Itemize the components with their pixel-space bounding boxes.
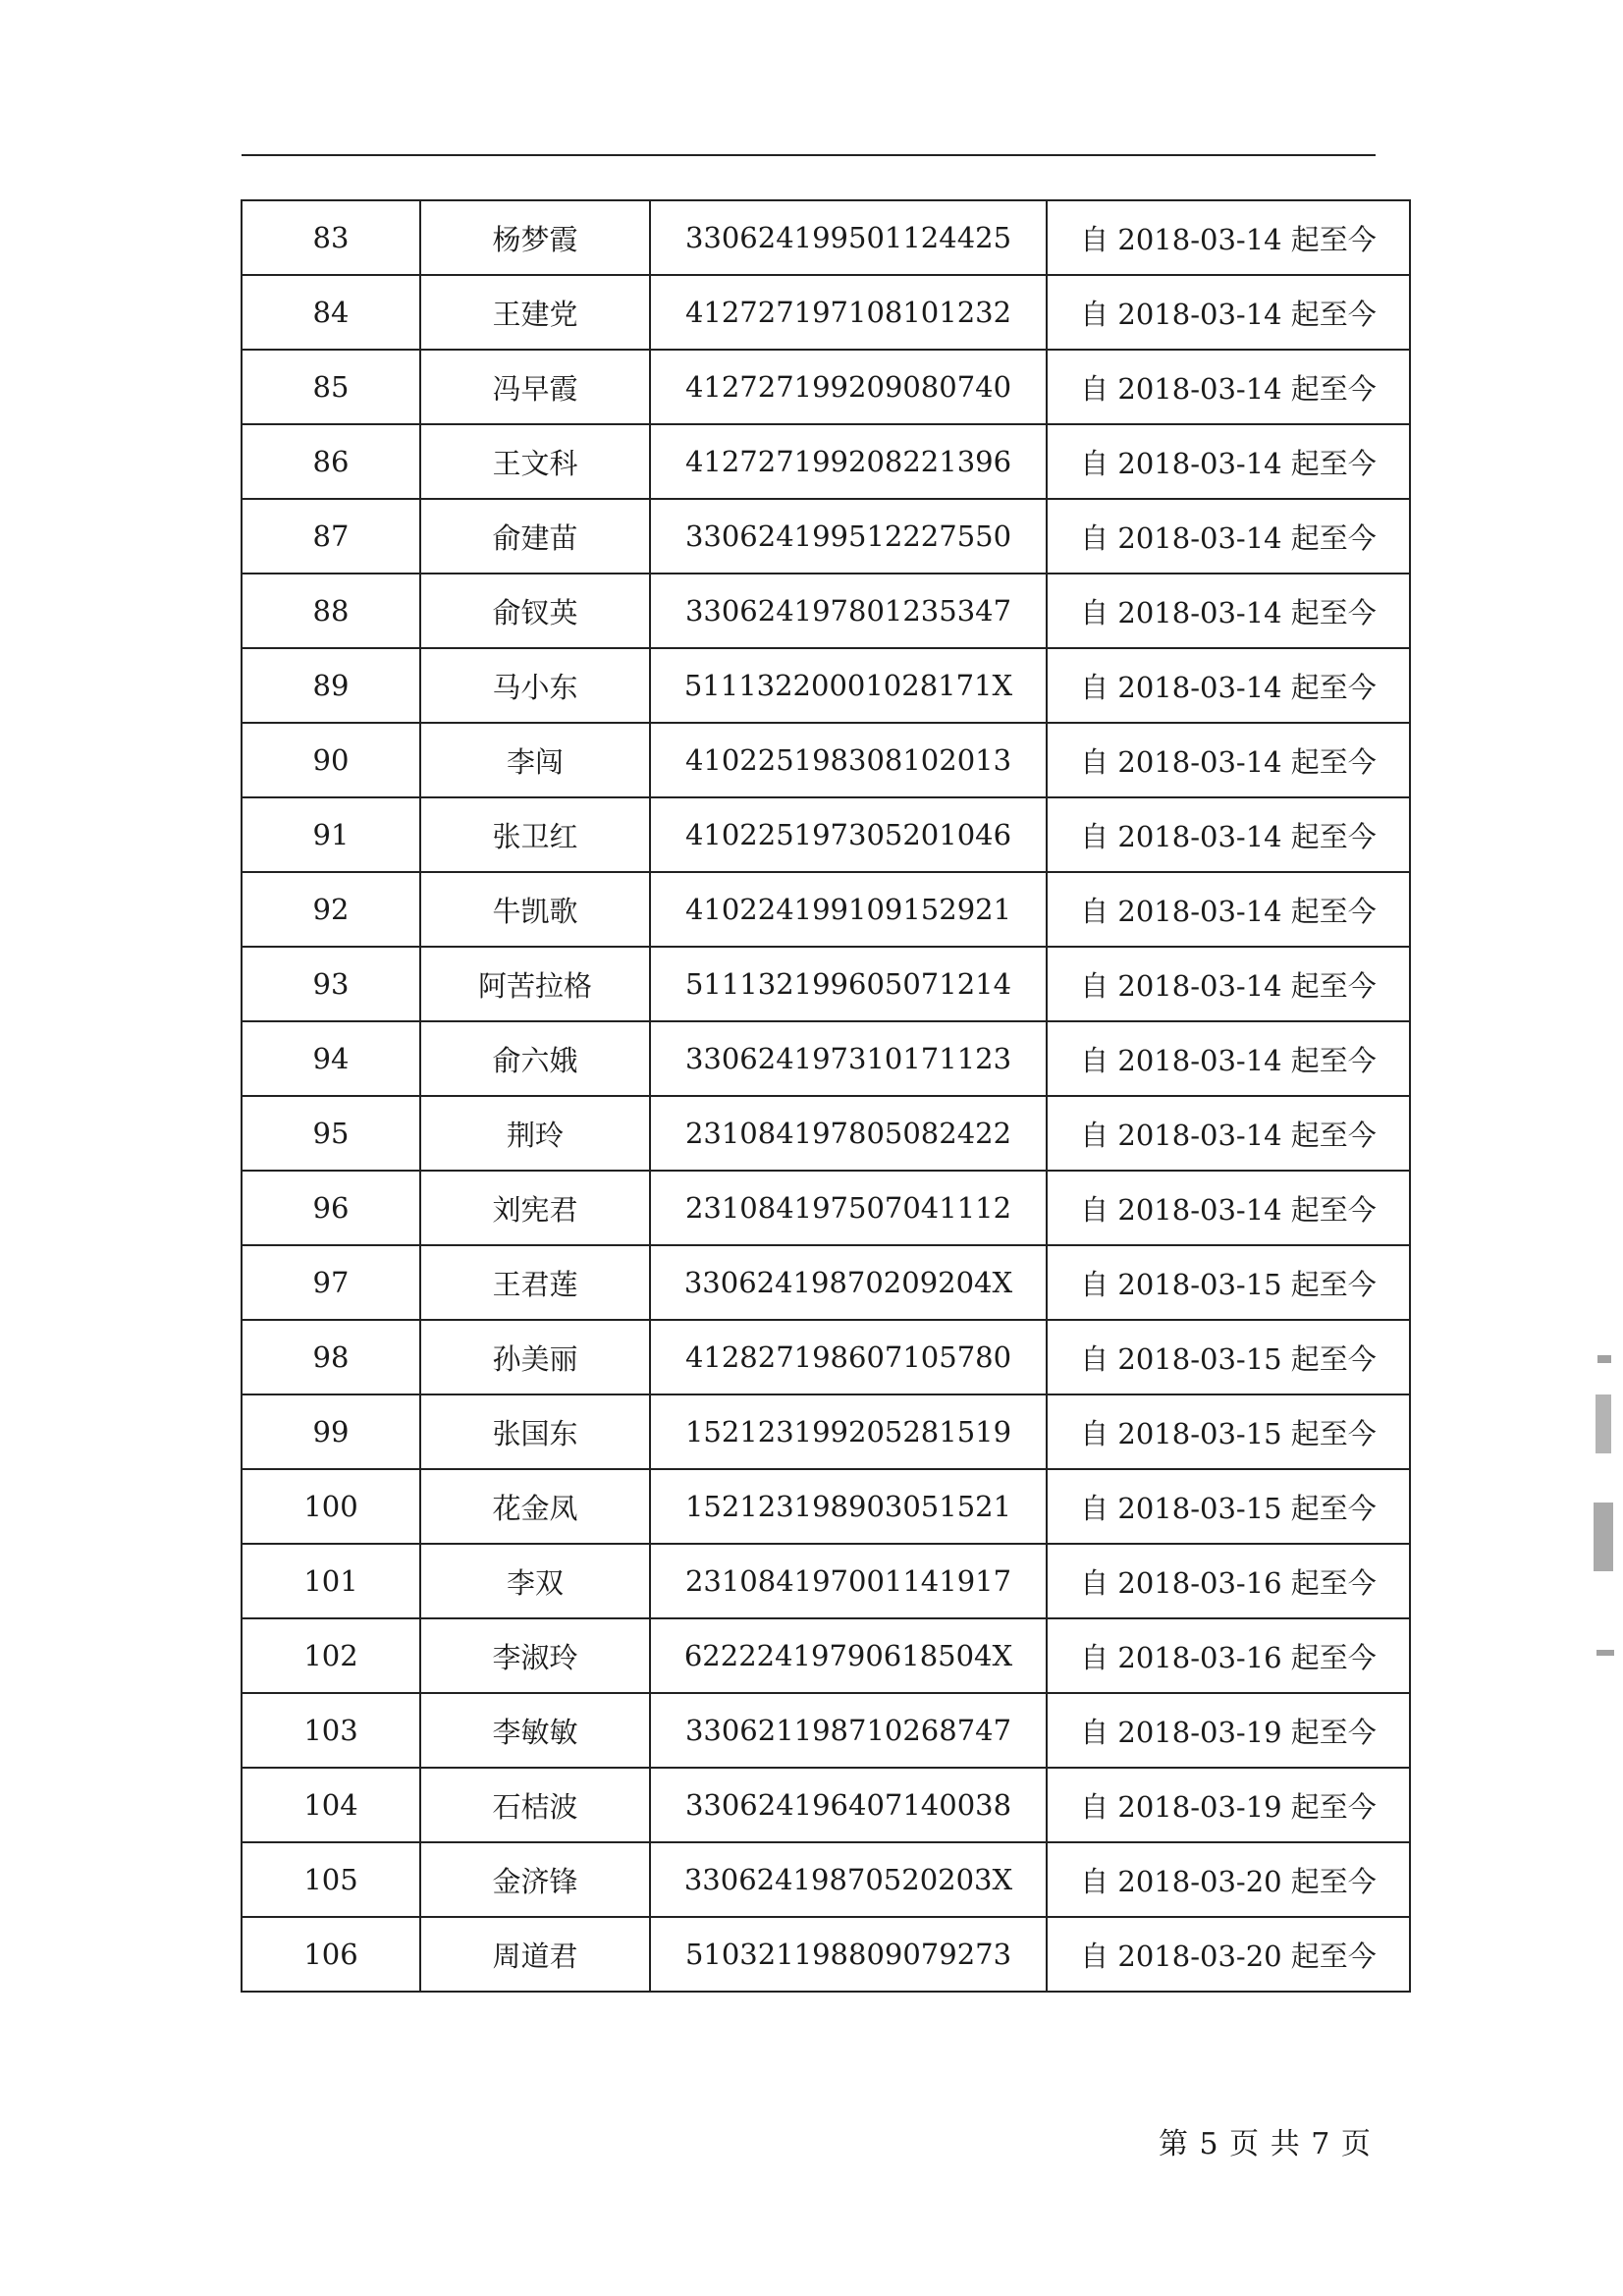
period-cell: 自 2018-03-14 起至今: [1047, 350, 1410, 424]
name-cell: 李淑玲: [420, 1618, 650, 1693]
id-number-cell: 62222419790618504X: [650, 1618, 1047, 1693]
table-row: [242, 1320, 1410, 1394]
row-number-cell: 94: [242, 1021, 420, 1096]
period-cell: 自 2018-03-14 起至今: [1047, 499, 1410, 574]
period-cell: 自 2018-03-14 起至今: [1047, 1021, 1410, 1096]
id-number-cell: 330621198710268747: [650, 1693, 1047, 1768]
name-cell: 李双: [420, 1544, 650, 1618]
period-cell: 自 2018-03-14 起至今: [1047, 424, 1410, 499]
id-number-cell: 410224199109152921: [650, 872, 1047, 947]
table-row: [242, 797, 1410, 872]
table-row: [242, 1096, 1410, 1171]
period-cell: 自 2018-03-16 起至今: [1047, 1544, 1410, 1618]
id-number-cell: 231084197805082422: [650, 1096, 1047, 1171]
name-cell: 花金凤: [420, 1469, 650, 1544]
row-number-cell: 97: [242, 1245, 420, 1320]
row-number-cell: 95: [242, 1096, 420, 1171]
id-number-cell: 330624197801235347: [650, 574, 1047, 648]
records-table-body: [242, 200, 1410, 1992]
period-cell: 自 2018-03-14 起至今: [1047, 275, 1410, 350]
period-cell: 自 2018-03-14 起至今: [1047, 200, 1410, 275]
name-cell: 马小东: [420, 648, 650, 723]
name-cell: 阿苦拉格: [420, 947, 650, 1021]
row-number-cell: 86: [242, 424, 420, 499]
period-cell: 自 2018-03-15 起至今: [1047, 1469, 1410, 1544]
name-cell: 俞钗英: [420, 574, 650, 648]
table-row: [242, 947, 1410, 1021]
table-row: [242, 1842, 1410, 1917]
id-number-cell: 231084197507041112: [650, 1171, 1047, 1245]
row-number-cell: 87: [242, 499, 420, 574]
id-number-cell: 412727199208221396: [650, 424, 1047, 499]
name-cell: 俞六娥: [420, 1021, 650, 1096]
table-row: [242, 1768, 1410, 1842]
name-cell: 张国东: [420, 1394, 650, 1469]
table-row: [242, 1394, 1410, 1469]
table-row: [242, 1469, 1410, 1544]
id-number-cell: 412827198607105780: [650, 1320, 1047, 1394]
row-number-cell: 93: [242, 947, 420, 1021]
id-number-cell: 330624196407140038: [650, 1768, 1047, 1842]
id-number-cell: 152123199205281519: [650, 1394, 1047, 1469]
period-cell: 自 2018-03-15 起至今: [1047, 1320, 1410, 1394]
period-cell: 自 2018-03-14 起至今: [1047, 574, 1410, 648]
name-cell: 冯早霞: [420, 350, 650, 424]
table-row: [242, 648, 1410, 723]
table-row: [242, 723, 1410, 797]
id-number-cell: 33062419870520203X: [650, 1842, 1047, 1917]
row-number-cell: 96: [242, 1171, 420, 1245]
name-cell: 李敏敏: [420, 1693, 650, 1768]
name-cell: 金济锋: [420, 1842, 650, 1917]
id-number-cell: 33062419870209204X: [650, 1245, 1047, 1320]
scan-edge-mark: [1594, 1355, 1615, 1679]
table-row: [242, 1171, 1410, 1245]
id-number-cell: 410225197305201046: [650, 797, 1047, 872]
name-cell: 张卫红: [420, 797, 650, 872]
row-number-cell: 89: [242, 648, 420, 723]
name-cell: 杨梦霞: [420, 200, 650, 275]
period-cell: 自 2018-03-20 起至今: [1047, 1917, 1410, 1992]
row-number-cell: 105: [242, 1842, 420, 1917]
name-cell: 王建党: [420, 275, 650, 350]
period-cell: 自 2018-03-15 起至今: [1047, 1394, 1410, 1469]
id-number-cell: 412727197108101232: [650, 275, 1047, 350]
row-number-cell: 104: [242, 1768, 420, 1842]
table-row: [242, 200, 1410, 275]
id-number-cell: 510321198809079273: [650, 1917, 1047, 1992]
row-number-cell: 83: [242, 200, 420, 275]
period-cell: 自 2018-03-14 起至今: [1047, 947, 1410, 1021]
period-cell: 自 2018-03-16 起至今: [1047, 1618, 1410, 1693]
id-number-cell: 330624199501124425: [650, 200, 1047, 275]
period-cell: 自 2018-03-14 起至今: [1047, 648, 1410, 723]
name-cell: 孙美丽: [420, 1320, 650, 1394]
table-row: [242, 350, 1410, 424]
row-number-cell: 102: [242, 1618, 420, 1693]
period-cell: 自 2018-03-20 起至今: [1047, 1842, 1410, 1917]
row-number-cell: 92: [242, 872, 420, 947]
row-number-cell: 84: [242, 275, 420, 350]
name-cell: 王君莲: [420, 1245, 650, 1320]
name-cell: 牛凯歌: [420, 872, 650, 947]
period-cell: 自 2018-03-14 起至今: [1047, 723, 1410, 797]
period-cell: 自 2018-03-15 起至今: [1047, 1245, 1410, 1320]
period-cell: 自 2018-03-14 起至今: [1047, 1171, 1410, 1245]
id-number-cell: 152123198903051521: [650, 1469, 1047, 1544]
row-number-cell: 106: [242, 1917, 420, 1992]
name-cell: 石桔波: [420, 1768, 650, 1842]
row-number-cell: 101: [242, 1544, 420, 1618]
row-number-cell: 85: [242, 350, 420, 424]
row-number-cell: 103: [242, 1693, 420, 1768]
name-cell: 荆玲: [420, 1096, 650, 1171]
period-cell: 自 2018-03-14 起至今: [1047, 797, 1410, 872]
id-number-cell: 330624199512227550: [650, 499, 1047, 574]
header-rule: [242, 154, 1376, 156]
id-number-cell: 330624197310171123: [650, 1021, 1047, 1096]
table-row: [242, 872, 1410, 947]
table-row: [242, 499, 1410, 574]
table-row: [242, 1917, 1410, 1992]
period-cell: 自 2018-03-19 起至今: [1047, 1693, 1410, 1768]
row-number-cell: 90: [242, 723, 420, 797]
name-cell: 周道君: [420, 1917, 650, 1992]
id-number-cell: 410225198308102013: [650, 723, 1047, 797]
name-cell: 俞建苗: [420, 499, 650, 574]
table-row: [242, 1544, 1410, 1618]
id-number-cell: 51113220001028171X: [650, 648, 1047, 723]
table-row: [242, 1693, 1410, 1768]
table-row: [242, 424, 1410, 499]
row-number-cell: 99: [242, 1394, 420, 1469]
name-cell: 刘宪君: [420, 1171, 650, 1245]
row-number-cell: 91: [242, 797, 420, 872]
name-cell: 王文科: [420, 424, 650, 499]
table-row: [242, 1618, 1410, 1693]
id-number-cell: 412727199209080740: [650, 350, 1047, 424]
records-table: [241, 199, 1411, 1993]
name-cell: 李闯: [420, 723, 650, 797]
period-cell: 自 2018-03-14 起至今: [1047, 1096, 1410, 1171]
table-row: [242, 574, 1410, 648]
table-row: [242, 1021, 1410, 1096]
page-number: 第 5 页 共 7 页: [1159, 2127, 1372, 2161]
row-number-cell: 98: [242, 1320, 420, 1394]
row-number-cell: 88: [242, 574, 420, 648]
period-cell: 自 2018-03-19 起至今: [1047, 1768, 1410, 1842]
id-number-cell: 511132199605071214: [650, 947, 1047, 1021]
id-number-cell: 231084197001141917: [650, 1544, 1047, 1618]
period-cell: 自 2018-03-14 起至今: [1047, 872, 1410, 947]
table-row: [242, 275, 1410, 350]
row-number-cell: 100: [242, 1469, 420, 1544]
table-row: [242, 1245, 1410, 1320]
